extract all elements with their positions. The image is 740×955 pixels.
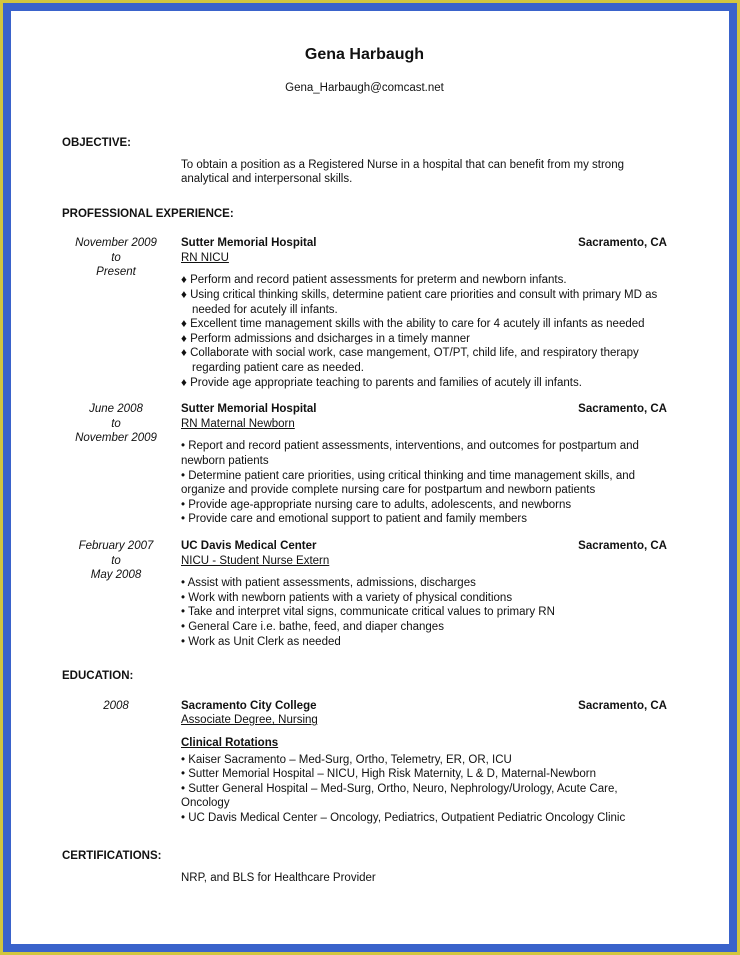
job-bullet: • Work as Unit Clerk as needed [181,635,341,648]
rotation-bullet: • Sutter Memorial Hospital – NICU, High Risk Maternity, L & D, Maternal-Newborn [181,768,596,781]
job-bullet: ♦ Perform and record patient assessments for preterm and newborn infants. [181,274,567,287]
job-body [181,236,667,390]
experience-section [62,207,667,649]
job-bullet: ♦ Perform admissions and dsicharges in a timely manner [181,332,471,345]
job-bullet: • Report and record patient assessments, interventions, and outcomes for postpartum and newborn patients [181,440,639,467]
objective-section [62,136,667,187]
job-entry [62,539,667,649]
education-location: Sacramento, CA [578,699,667,712]
job-entry [62,236,667,390]
education-school: Sacramento City College [181,699,317,712]
job-bullets [181,439,667,527]
job-bullet: ♦ Excellent time management skills with the ability to care for 4 acutely ill infants as needed [181,318,645,331]
job-dates: November 2009 to Present [75,237,157,279]
experience-heading: PROFESSIONAL EXPERIENCE: [62,207,234,220]
blue-page-frame [3,3,737,952]
education-body [181,699,667,826]
job-bullet: ♦ Collaborate with social work, case mangement, OT/PT, child life, and respiratory therapy regarding patient care as needed. [181,347,639,375]
objective-heading: OBJECTIVE: [62,136,132,149]
job-location: Sacramento, CA [578,403,667,416]
candidate-email: Gena_Harbaugh@comcast.net [285,82,444,95]
job-header [181,402,667,417]
job-location: Sacramento, CA [578,237,667,250]
education-heading: EDUCATION: [62,670,134,683]
job-body [181,402,667,527]
rotation-bullets [181,753,667,826]
education-header [181,699,667,714]
job-employer: Sutter Memorial Hospital [181,237,317,250]
job-header [181,236,667,251]
job-bullet: • Assist with patient assessments, admissions, discharges [181,577,476,590]
job-title: RN NICU [181,251,229,264]
education-entry [62,699,667,826]
resume-content [11,11,729,906]
job-bullet: • Take and interpret vital signs, communicate critical values to primary RN [181,606,555,619]
job-location: Sacramento, CA [578,539,667,552]
job-bullet: ♦ Provide age appropriate teaching to parents and families of acutely ill infants. [181,376,582,389]
job-bullets [181,576,667,649]
job-entry [62,402,667,527]
job-bullet: • General Care i.e. bathe, feed, and diaper changes [181,620,444,633]
objective-text: To obtain a position as a Registered Nurse in a hospital that can benefit from my strong analytical and interpersonal skills. [181,158,624,186]
job-employer: Sutter Memorial Hospital [181,403,317,416]
clinical-rotations-heading: Clinical Rotations [181,736,279,749]
job-employer: UC Davis Medical Center [181,539,317,552]
rotation-bullet: • Kaiser Sacramento – Med-Surg, Ortho, Telemetry, ER, OR, ICU [181,753,512,766]
certifications-text: NRP, and BLS for Healthcare Provider [181,872,376,885]
rotation-bullet: • UC Davis Medical Center – Oncology, Pediatrics, Outpatient Pediatric Oncology Clinic [181,811,626,824]
job-bullet: • Provide age-appropriate nursing care to adults, adolescents, and newborns [181,498,572,511]
job-title: RN Maternal Newborn [181,417,295,430]
job-dates: June 2008 to November 2009 [75,403,157,445]
education-section [62,669,667,825]
certifications-heading: CERTIFICATIONS: [62,850,162,863]
job-bullet: ♦ Using critical thinking skills, determine patient care priorities and consult with primary MD as needed for acutely ill infants. [181,289,658,316]
education-year: 2008 [103,699,129,712]
job-bullet: • Determine patient care priorities, using critical thinking and time management skills, and organize and provide complete nursing care for postpartum and newborn patients [181,469,636,497]
job-bullet: • Provide care and emotional support to patient and family members [181,513,528,526]
candidate-name: Gena Harbaugh [304,46,425,63]
job-bullet: • Work with newborn patients with a variety of physical conditions [181,591,513,604]
job-body [181,539,667,649]
job-header [181,539,667,554]
job-bullets [181,273,667,390]
certifications-section [62,849,667,885]
education-degree: Associate Degree, Nursing [181,714,318,727]
rotation-bullet: • Sutter General Hospital – Med-Surg, Ortho, Neuro, Nephrology/Urology, Acute Care, Oncology [181,782,618,810]
job-dates: February 2007 to May 2008 [78,539,154,582]
job-title: NICU - Student Nurse Extern [181,554,330,567]
